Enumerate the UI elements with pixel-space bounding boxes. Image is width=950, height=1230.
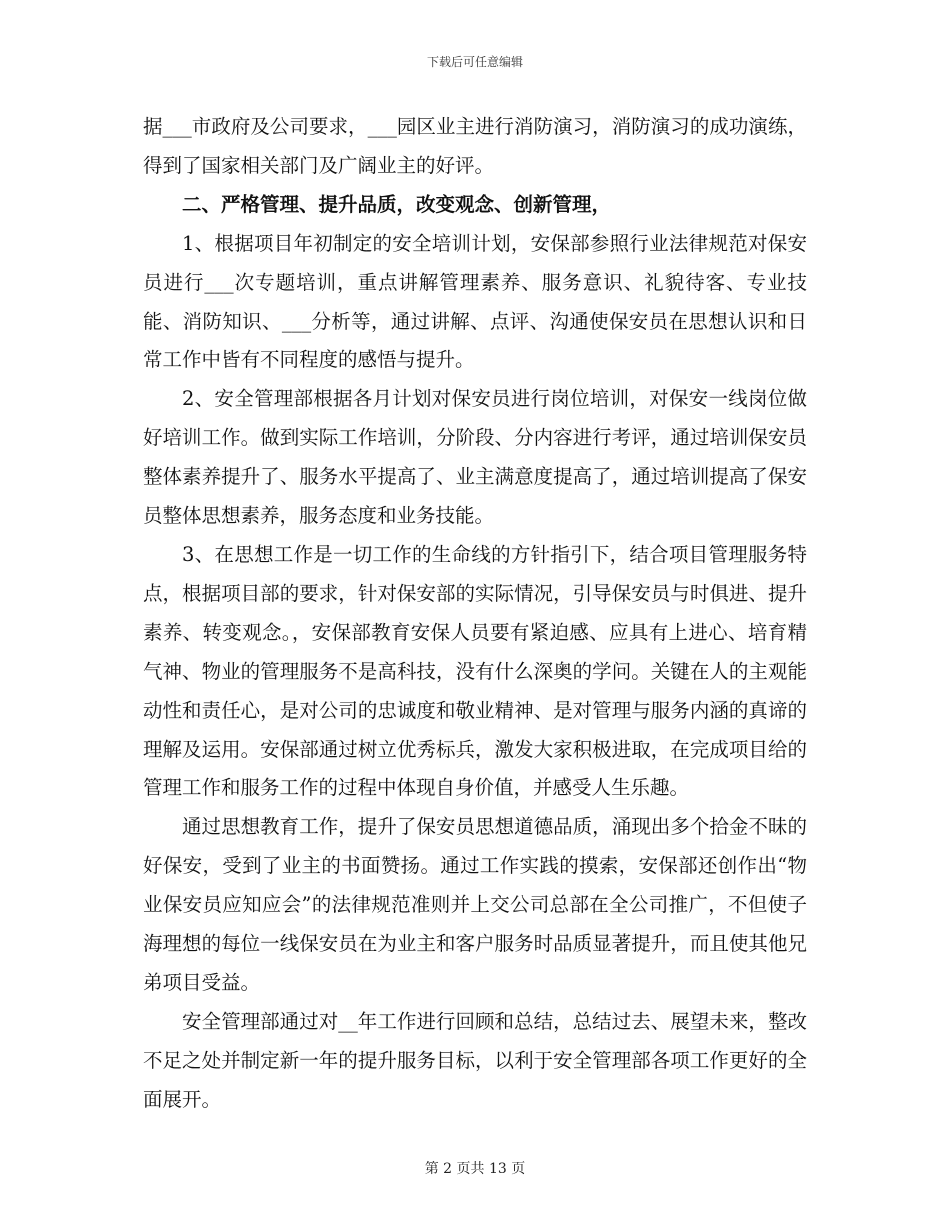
- paragraph-education: 通过思想教育工作，提升了保安员思想道德品质，涌现出多个拾金不昧的好保安，受到了业主的书面赞扬。通过工作实践的摸索，安保部还创作出“物业保安员应知应会”的法律规范准则并上交公司总部在全公司推广，不但使子海理想的每位一线保安员在为业主和客户服务时品质显著提升，而且使其他兄弟项目受益。: [143, 815, 807, 994]
- paragraph-summary: 安全管理部通过对__年工作进行回顾和总结，总结过去、展望未来，整改不足之处并制定新一年的提升服务目标，以利于安全管理部各项工作更好的全面展开。: [143, 1009, 807, 1111]
- paragraph-item-2: 2、安全管理部根据各月计划对保安员进行岗位培训，对保安一线岗位做好培训工作。做到实际工作培训，分阶段、分内容进行考评，通过培训保安员整体素养提升了、服务水平提高了、业主满意度提高了，通过培训提高了保安员整体思想素养，服务态度和业务技能。: [143, 387, 807, 528]
- page-header: 下载后可任意编辑: [426, 55, 523, 69]
- paragraph-item-1: 1、根据项目年初制定的安全培训计划，安保部参照行业法律规范对保安员进行___次专题培训，重点讲解管理素养、服务意识、礼貌待客、专业技能、消防知识、___分析等，通过讲解、点评、沟通使保安员在思想认识和日常工作中皆有不同程度的感悟与提升。: [143, 231, 807, 372]
- page-footer: 第 2 页共 13 页: [424, 1161, 526, 1177]
- paragraph-item-3: 3、在思想工作是一切工作的生命线的方针指引下，结合项目管理服务特点，根据项目部的要求，针对保安部的实际情况，引导保安员与时俱进、提升素养、转变观念。，安保部教育安保人员要有紧迫感、应具有上进心、培育精气神、物业的管理服务不是高科技，没有什么深奥的学问。关键在人的主观能动性和责任心，是对公司的忠诚度和敬业精神、是对管理与服务内涵的真谛的理解及运用。安保部通过树立优秀标兵，激发大家积极进取，在完成项目给的管理工作和服务工作的过程中体现自身价值，并感受人生乐趣。: [143, 542, 807, 800]
- paragraph-continuation: 据___市政府及公司要求，___园区业主进行消防演习，消防演习的成功演练，得到了国家相关部门及广阔业主的好评。: [143, 115, 807, 177]
- document-body: [143, 108, 807, 1120]
- section-heading: 二、严格管理、提升品质，改变观念、创新管理，: [182, 192, 612, 216]
